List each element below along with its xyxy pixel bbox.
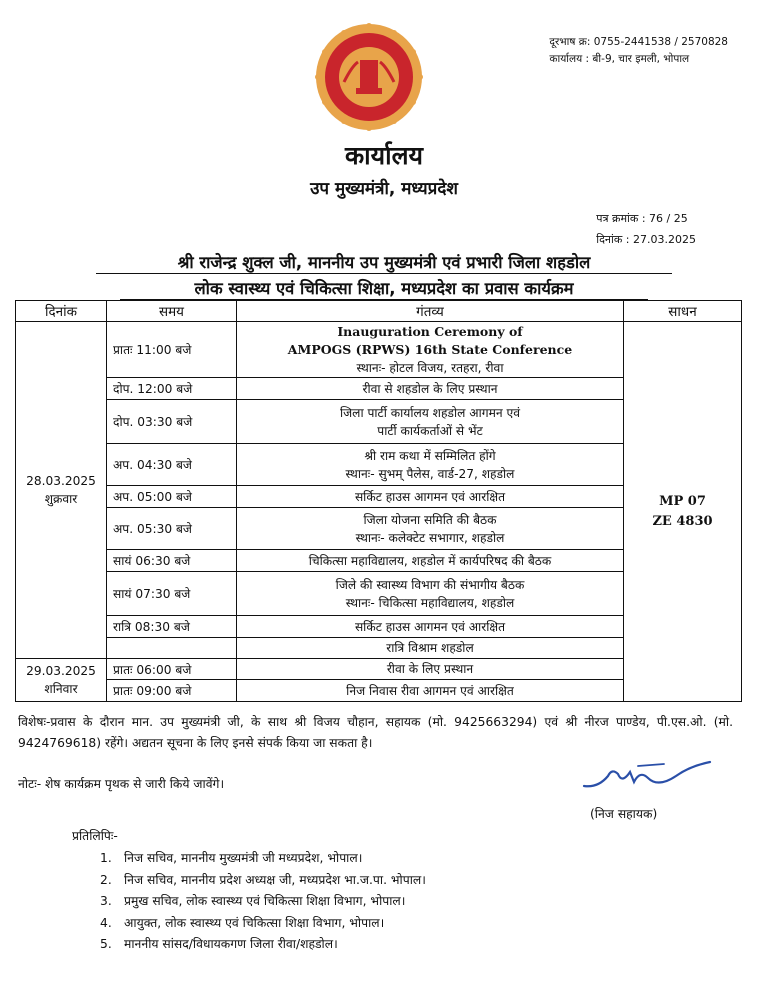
office-subtitle: उप मुख्यमंत्री, मध्यप्रदेश <box>310 179 458 199</box>
day1-weekday: शुक्रवार <box>44 492 78 506</box>
header-date: दिनांक <box>16 301 107 322</box>
signature <box>578 758 718 800</box>
day1-date-cell <box>16 322 107 659</box>
heading-underline-1 <box>96 273 672 274</box>
destination-line: स्थानः- चिकित्सा महाविद्यालय, शहडोल <box>345 595 515 610</box>
special-note: विशेषः-प्रवास के दौरान मान. उप मुख्यमंत्री जी, के साथ श्री विजय चौहान, सहायक (मो. 9425663294) एवं श्री नीरज पाण्डेय, पी.एस.ओ. (मो. 9424769618) रहेंगे। अद्यतन सूचना के लिए इनसे संपर्क किया जा सकता है। <box>18 715 733 750</box>
destination-cell: सर्किट हाउस आगमन एवं आरक्षित <box>237 486 624 508</box>
time-cell: दोप. 03:30 बजे <box>107 400 237 444</box>
time-cell: सायं 06:30 बजे <box>107 550 237 572</box>
destination-line: जिला योजना समिति की बैठक <box>363 512 497 527</box>
table-header-row <box>16 301 742 322</box>
list-item: 2. निज सचिव, माननीय प्रदेश अध्यक्ष जी, मध्यप्रदेश भा.ज.पा. भोपाल। <box>100 872 426 887</box>
time-cell: प्रातः 09:00 बजे <box>107 680 237 702</box>
office-title: कार्यालय <box>344 141 424 170</box>
destination-cell: सर्किट हाउस आगमन एवं आरक्षित <box>237 616 624 638</box>
phone-number: दूरभाष क्र: 0755-2441538 / 2570828 <box>549 36 728 48</box>
header-destination: गंतव्य <box>237 301 624 322</box>
day2-weekday: शनिवार <box>44 682 78 696</box>
destination-line: जिले की स्वास्थ्य विभाग की संभागीय बैठक <box>335 577 525 592</box>
destination-line: श्री राम कथा में सम्मिलित होंगे <box>364 448 496 463</box>
destination-cell: रीवा से शहडोल के लिए प्रस्थान <box>237 378 624 400</box>
time-cell: सायं 07:30 बजे <box>107 572 237 616</box>
destination-line: स्थानः- सुभम् पैलेस, वार्ड-27, शहडोल <box>345 466 515 481</box>
destination-line: जिला पार्टी कार्यालय शहडोल आगमन एवं <box>339 405 521 420</box>
heading-line-1: श्री राजेन्द्र शुक्ल जी, माननीय उप मुख्यमंत्री एवं प्रभारी जिला शहडोल <box>177 253 591 272</box>
header-vehicle: साधन <box>624 301 742 322</box>
destination-cell <box>237 508 624 550</box>
time-cell: रात्रि 08:30 बजे <box>107 616 237 638</box>
vehicle-number-line1: MP 07 <box>659 493 706 509</box>
destination-line: AMPOGS (RPWS) 16th State Conference <box>287 341 573 357</box>
vehicle-number-line2: ZE 4830 <box>652 513 713 529</box>
time-cell: अप. 05:00 बजे <box>107 486 237 508</box>
destination-line: स्थानः- कलेक्टेट सभागार, शहडोल <box>355 530 505 545</box>
list-item: 1. निज सचिव, माननीय मुख्यमंत्री जी मध्यप्रदेश, भोपाल। <box>100 851 363 865</box>
cc-list <box>100 848 426 956</box>
general-note: नोटः- शेष कार्यक्रम पृथक से जारी किये जावेंगे। <box>18 777 225 791</box>
time-cell: अप. 05:30 बजे <box>107 508 237 550</box>
letter-date: दिनांक : 27.03.2025 <box>596 233 696 246</box>
time-cell <box>107 638 237 659</box>
list-item: 4. आयुक्त, लोक स्वास्थ्य एवं चिकित्सा शिक्षा विभाग, भोपाल। <box>100 915 385 930</box>
destination-cell <box>237 572 624 616</box>
signatory-designation: (निज सहायक) <box>590 807 658 821</box>
cc-title: प्रतिलिपिः- <box>72 829 118 843</box>
schedule-table <box>15 300 742 702</box>
time-cell: प्रातः 06:00 बजे <box>107 659 237 680</box>
vehicle-cell <box>624 322 742 702</box>
heading-line-2: लोक स्वास्थ्य एवं चिकित्सा शिक्षा, मध्यप्रदेश का प्रवास कार्यक्रम <box>194 279 574 298</box>
time-cell: प्रातः 11:00 बजे <box>107 322 237 378</box>
contact-info <box>549 34 728 68</box>
destination-line: स्थानः- होटल विजय, रतहरा, रीवा <box>356 360 504 375</box>
letter-number: पत्र क्रमांक : 76 / 25 <box>596 212 688 225</box>
day2-date-cell <box>16 659 107 702</box>
destination-cell <box>237 444 624 486</box>
destination-cell <box>237 322 624 378</box>
day1-date: 28.03.2025 <box>26 474 96 488</box>
destination-cell: रीवा के लिए प्रस्थान <box>237 659 624 680</box>
destination-line: Inauguration Ceremony of <box>337 323 523 339</box>
list-item: 5. माननीय सांसद/विधायकगण जिला रीवा/शहडोल। <box>100 937 338 951</box>
destination-cell <box>237 400 624 444</box>
day2-date: 29.03.2025 <box>26 664 96 678</box>
destination-line: पार्टी कार्यकर्ताओं से भेंट <box>377 423 483 438</box>
header-time: समय <box>107 301 237 322</box>
list-item: 3. प्रमुख सचिव, लोक स्वास्थ्य एवं चिकित्सा शिक्षा विभाग, भोपाल। <box>100 894 406 908</box>
table-row <box>16 322 742 378</box>
mp-government-emblem <box>314 22 424 132</box>
time-cell: दोप. 12:00 बजे <box>107 378 237 400</box>
time-cell: अप. 04:30 बजे <box>107 444 237 486</box>
office-address: कार्यालय : बी-9, चार इमली, भोपाल <box>549 53 690 65</box>
destination-cell: रात्रि विश्राम शहडोल <box>237 638 624 659</box>
destination-cell: चिकित्सा महाविद्यालय, शहडोल में कार्यपरिषद की बैठक <box>237 550 624 572</box>
destination-cell: निज निवास रीवा आगमन एवं आरक्षित <box>237 680 624 702</box>
letter-reference <box>596 208 696 250</box>
